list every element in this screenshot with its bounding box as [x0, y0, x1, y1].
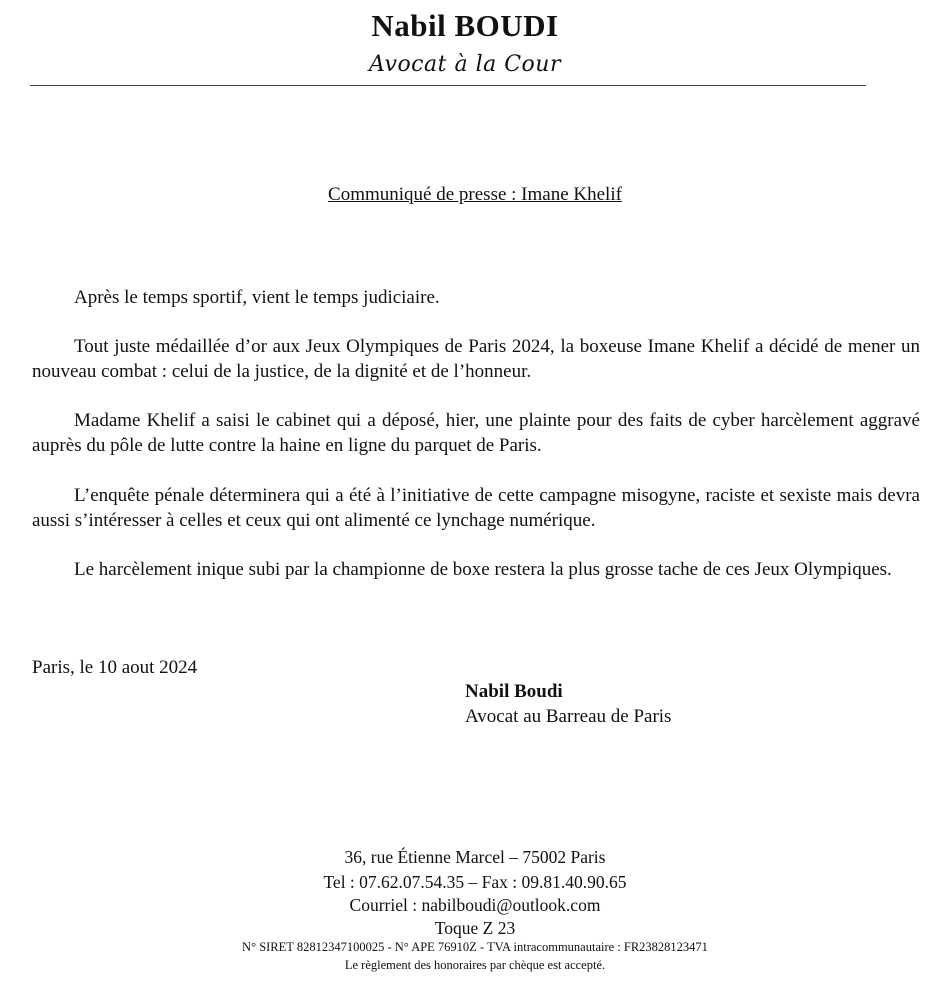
header-divider	[30, 85, 866, 86]
date-line: Paris, le 10 aout 2024	[32, 657, 198, 678]
paragraph: Madame Khelif a saisi le cabinet qui a déposé, hier, une plainte pour des faits de cyber harcèlement aggravé auprès du pôle de lutte contre la haine en ligne du parquet de Paris.	[32, 410, 920, 456]
footer-address: 36, rue Étienne Marcel – 75002 Paris	[344, 847, 606, 867]
paragraph: Tout juste médaillée d’or aux Jeux Olympiques de Paris 2024, la boxeuse Imane Khelif a décidé de mener un nouveau combat : celui de la justice, de la dignité et de l’honneur.	[32, 336, 920, 382]
paragraph: Après le temps sportif, vient le temps judiciaire.	[74, 287, 440, 308]
footer-payment: Le règlement des honoraires par chèque est accepté.	[344, 958, 606, 972]
document-title: Communiqué de presse : Imane Khelif	[328, 184, 622, 205]
paragraph: Le harcèlement inique subi par la championne de boxe restera la plus grosse tache de ces Jeux Olympiques.	[74, 559, 892, 580]
letterhead-name: Nabil BOUDI	[371, 8, 559, 43]
paragraph: L’enquête pénale déterminera qui a été à l’initiative de cette campagne misogyne, raciste et sexiste mais devra aussi s’intéresser à celles et ceux qui ont alimenté ce lynchage numérique.	[32, 485, 920, 531]
signature-role: Avocat au Barreau de Paris	[465, 706, 672, 727]
footer-legal: N° SIRET 82812347100025 - N° APE 76910Z - TVA intracommunautaire : FR23828123471	[242, 940, 708, 954]
footer-phone: Tel : 07.62.07.54.35 – Fax : 09.81.40.90.65	[323, 872, 627, 892]
letterhead-subtitle: Avocat à la Cour	[369, 52, 561, 77]
footer-toque: Toque Z 23	[434, 918, 516, 938]
footer-email: Courriel : nabilboudi@outlook.com	[349, 895, 601, 915]
signature-name: Nabil Boudi	[465, 681, 563, 702]
